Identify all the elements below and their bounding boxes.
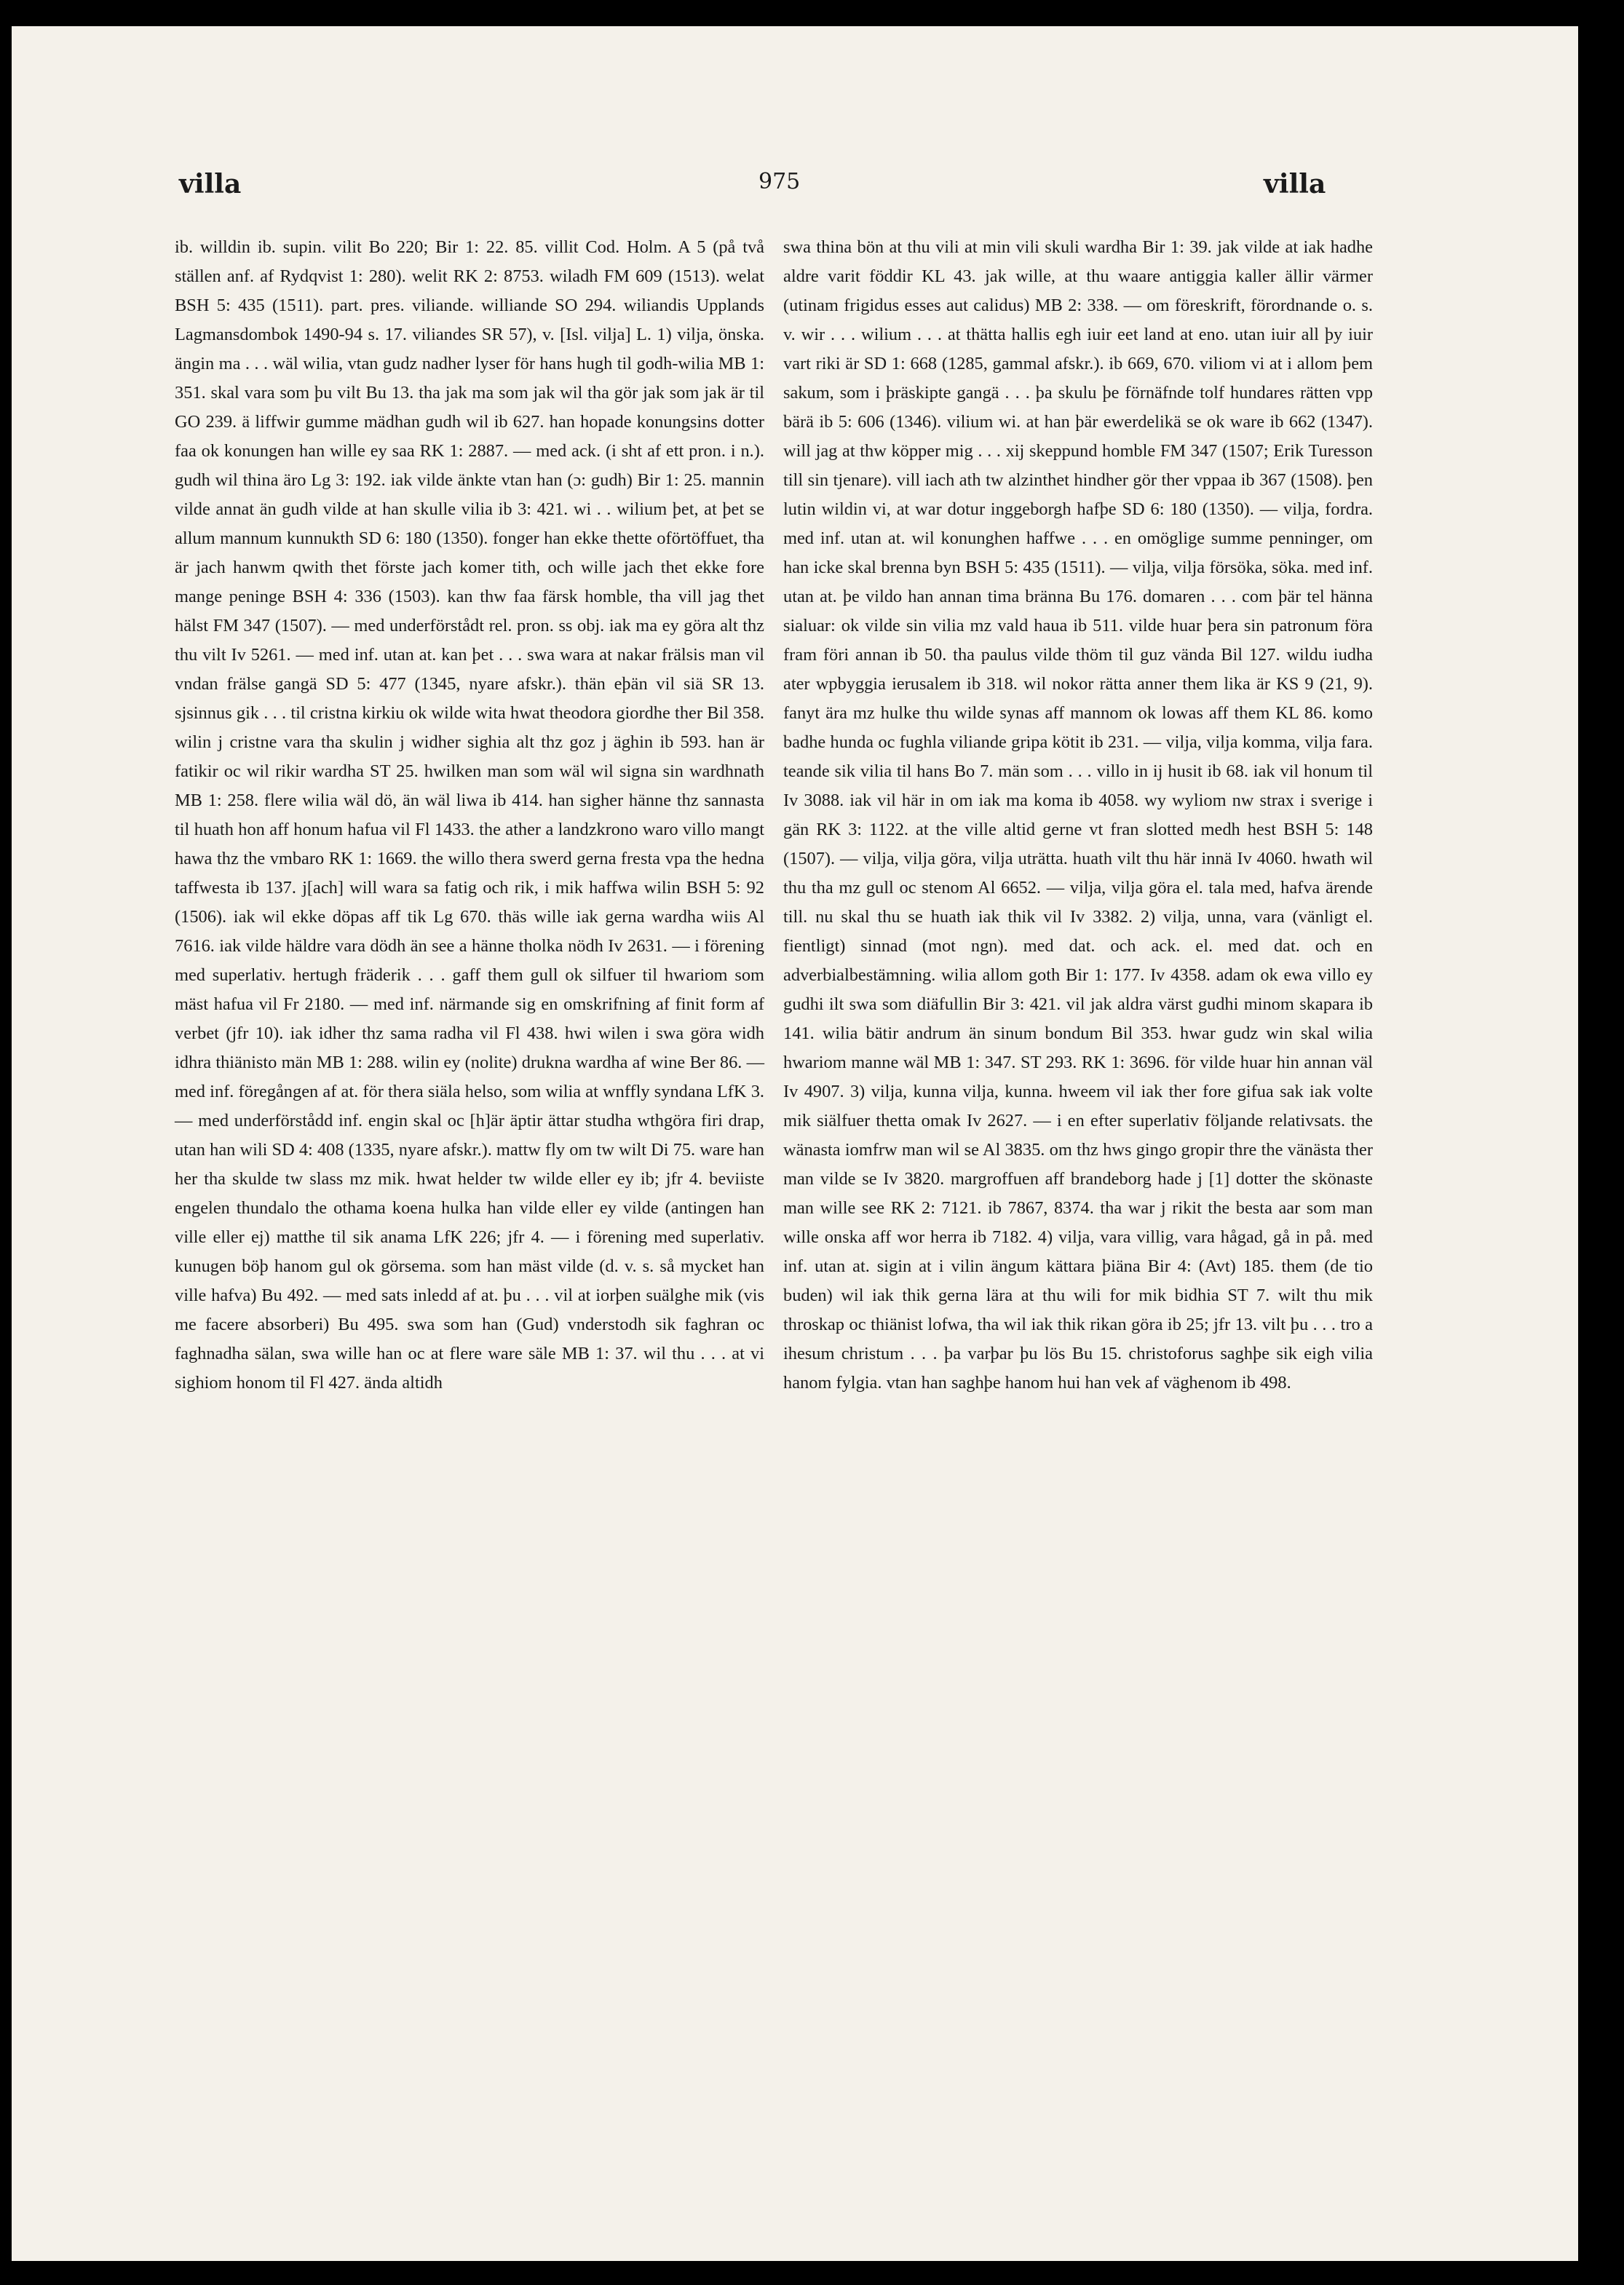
running-headword-left: villa xyxy=(179,169,242,199)
text-column-right xyxy=(783,233,1373,1398)
column-left-text: ib. willdin ib. supin. vilit Bo 220; Bir 1: 22. 85. villit Cod. Holm. A 5 (på två ställen anf. af Rydqvist 1: 280). welit RK 2: 8753. wiladh FM 609 (1513). welat BSH 5: 435 (1511). part. pres. viliande. williande SO 294. wiliandis Upplands Lagmansdombok 1490-94 s. 17. viliandes SR 57), v. [Isl. vilja] L. 1) vilja, önska. ängin ma . . . wäl wilia, vtan gudz nadher lyser för hans hugh til godh-wilia MB 1: 351. skal vara som þu vilt Bu 13. tha jak ma som jak wil tha gör jak som jak är til GO 239. ä liffwir gumme mädhan gudh wil ib 627. han hopade konungsins dotter faa ok konungen han wille ey saa RK 1: 2887. — med ack. (i sht af ett pron. i n.). gudh wil thina äro Lg 3: 192. iak vilde änkte vtan han (ɔ: gudh) Bir 1: 25. mannin vilde annat än gudh vilde at han skulle vilia ib 3: 421. wi . . wilium þet, at þet se allum mannum kunnukth SD 6: 180 (1350). fonger han ekke thette oförtöffuet, tha är jach hanwm qwith thet förste jach komer tith, och wille jach thet ekke fore mange peninge BSH 4: 336 (1503). kan thw faa färsk homble, tha vill jag thet hälst FM 347 (1507). — med underförstådt rel. pron. ss obj. iak ma ey göra alt thz thu vilt Iv 5261. — med inf. utan at. kan þet . . . swa wara at nakar frälsis man vil vndan frälse gangä SD 5: 477 (1345, nyare afskr.). thän eþän vil siä SR 13. sjsinnus gik . . . til cristna kirkiu ok wilde wita hwat theodora giordhe ther Bil 358. wilin j cristne vara tha skulin j widher sighia alt thz goz j äghin ib 593. han är fatikir oc wil rikir wardha ST 25. hwilken man som wäl wil signa sin wardhnath MB 1: 258. flere wilia wäl dö, än wäl liwa ib 414. han sigher hänne thz sannasta til huath hon aff honum hafua vil Fl 1433. the ather a landzkrono waro villo mangt hawa thz the vmbaro RK 1: 1669. the willo thera swerd gerna fresta vpa the hedna taffwesta ib 137. j[ach] will wara sa fatig och rik, i mik haffwa wilin BSH 5: 92 (1506). iak wil ekke döpas aff tik Lg 670. thäs wille iak gerna wardha wiis Al 7616. iak vilde häldre vara dödh än see a hänne tholka nödh Iv 2631. — i förening med superlativ. hertugh fräderik . . . gaff them gull ok silfuer til hwariom som mäst hafua vil Fr 2180. — med inf. närmande sig en omskrifning af finit form af verbet (jfr 10). iak idher thz sama radha vil Fl 438. hwi wilen i swa göra widh idhra thiänisto män MB 1: 288. wilin ey (nolite) drukna wardha af wine Ber 86. — med inf. föregången af at. för thera siäla helso, som wilia at wnffly syndana LfK 3. — med underförstådd inf. engin skal oc [h]är äptir ättar studha wthgöra firi drap, utan han wili SD 4: 408 (1335, nyare afskr.). mattw fly om tw wilt Di 75. ware han her tha skulde tw slass mz mik. hwat helder tw wilde eller ey ib; jfr 4. beviiste engelen thundalo the othama koena hulka han vilde eller ey vilde (antingen han ville eller ej) matthe til sik anama LfK 226; jfr 4. — i förening med superlativ. kunugen böþ hanom gul ok görsema. som han mäst vilde (d. v. s. så mycket han ville hafva) Bu 492. — med sats inledd af at. þu . . . vil at iorþen suälghe mik (vis me facere absorberi) Bu 495. swa som han (Gud) vnderstodh sik faghran oc faghnadha sälan, swa wille han oc at flere ware säle MB 1: 37. wil thu . . . at vi sighiom honom til Fl 427. ända altidh xyxy=(175,237,764,1393)
text-column-left xyxy=(175,233,764,1398)
running-headword-right: villa xyxy=(1264,169,1326,199)
page-number: 975 xyxy=(758,169,801,194)
column-right-text: swa thina bön at thu vili at min vili skuli wardha Bir 1: 39. jak vilde at iak hadhe aldre varit föddir KL 43. jak wille, at thu waare antiggia kaller ällir värmer (utinam frigidus esses aut calidus) MB 2: 338. — om föreskrift, förordnande o. s. v. wir . . . wilium . . . at thätta hallis egh iuir eet land at eno. utan iuir all þy iuir vart riki är SD 1: 668 (1285, gammal afskr.). ib 669, 670. viliom vi at i allom þem sakum, som i þräskipte gangä . . . þa skulu þe förnäfnde tolf hundares rätten vpp bärä ib 5: 606 (1346). vilium wi. at han þär ewerdelikä se ok ware ib 662 (1347). will jag at thw köpper mig . . . xij skeppund homble FM 347 (1507; Erik Turesson till sin tjenare). vill iach ath tw alzinthet hindher gör ther vppaa ib 367 (1508). þen lutin wildin vi, at war dotur inggeborgh hafþe SD 6: 180 (1350). — vilja, fordra. med inf. utan at. wil konunghen haffwe . . . en omöglige summe penninger, om han icke skal brenna byn BSH 5: 435 (1511). — vilja, vilja försöka, söka. med inf. utan at. þe vildo han annan tima bränna Bu 176. domaren . . . com þär tel hänna sialuar: ok vilde sin vilia mz vald haua ib 511. vilde huar þera sin patronum föra fram föri annan ib 50. tha paulus vilde thöm til guz vända Bil 127. wildu iudha ater wpbyggia ierusalem ib 318. wil nokor rätta anner them lika är KS 9 (21, 9). fanyt ära mz hulke thu wilde synas aff mannom ok lowas aff them KL 86. komo badhe hunda oc fughla viliande gripa kötit ib 231. — vilja, vilja komma, vilja fara. teande sik vilia til hans Bo 7. män som . . . villo in ij husit ib 68. iak vil honum til Iv 3088. iak vil här in om iak ma koma ib 4058. wy wyliom nw strax i sverige i gän RK 3: 1122. at the ville altid gerne vt fran slotted medh hest BSH 5: 148 (1507). — vilja, vilja göra, vilja uträtta. huath vilt thu här innä Iv 4060. hwath wil thu tha mz gull oc stenom Al 6652. — vilja, vilja göra el. tala med, hafva ärende till. nu skal thu se huath iak thik vil Iv 3382. 2) vilja, unna, vara (vänligt el. fientligt) sinnad (mot ngn). med dat. och ack. el. med dat. och en adverbialbestämning. wilia allom goth Bir 1: 177. Iv 4358. adam ok ewa villo ey gudhi ilt swa som diäfullin Bir 3: 421. vil jak aldra värst gudhi minom skapara ib 141. wilia bätir andrum än sinum bondum Bil 353. hwar gudz win skal wilia hwariom manne wäl MB 1: 347. ST 293. RK 1: 3696. för vilde huar hin annan väl Iv 4907. 3) vilja, kunna vilja, kunna. hweem vil iak ther fore gifua sak iak volte mik siälfuer thetta omak Iv 2627. — i en efter superlativ följande relativsats. the wänasta iomfrw man wil se Al 3835. om thz hws gingo gropir thre the vänästa ther man vilde se Iv 3820. margroffuen aff brandeborg hade j [1] dotter the skönaste man wille see RK 2: 7121. ib 7867, 8374. tha war j rikit the besta aar som man wille onska aff wor herra ib 7182. 4) vilja, vara villig, vara hågad, gå in på. med inf. utan at. sigin at i vilin ängum kättara þiäna Bir 4: (Avt) 185. them (de tio buden) wil iak thik gerna lära at thu wili for mik bidhia ST 7. wilt thu mik throskap oc thiänist lofwa, tha wil iak thik rikan göra ib 25; jfr 13. vilt þu . . . tro a ihesum christum . . . þa varþar þu lös Bu 15. christoforus saghþe sik eigh vilia hanom fylgia. vtan han saghþe hanom hui han vek af väghenom ib 498. xyxy=(783,237,1373,1393)
